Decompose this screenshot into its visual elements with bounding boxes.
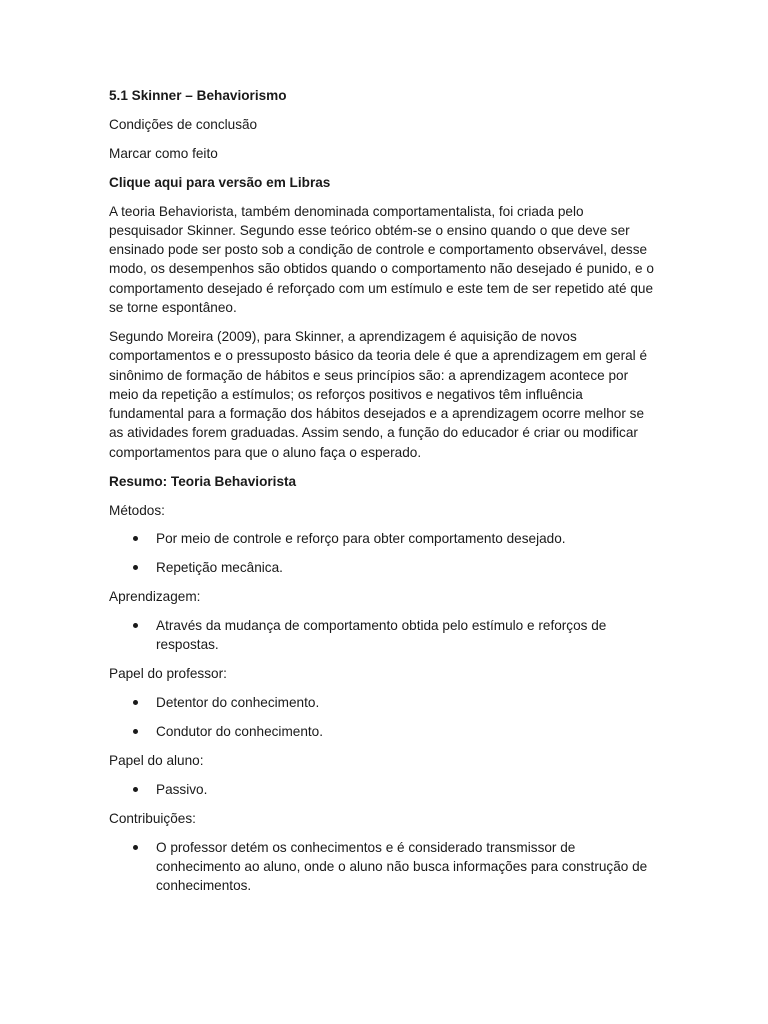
list-aprendizagem	[109, 616, 654, 655]
list-item-text: Através da mudança de comportamento obtida pelo estímulo e reforços de respostas.	[156, 618, 607, 653]
list-papel-aluno	[109, 780, 654, 799]
list-item-text: Repetição mecânica.	[156, 560, 283, 576]
section-label-aprendizagem: Aprendizagem:	[109, 589, 201, 605]
document-content	[109, 86, 654, 905]
list-item	[109, 558, 654, 577]
bullet-icon	[133, 536, 138, 541]
bullet-icon	[133, 565, 138, 570]
completion-conditions-text: Condições de conclusão	[109, 116, 258, 132]
document-heading: 5.1 Skinner – Behaviorismo	[109, 88, 287, 103]
list-item	[109, 780, 654, 799]
paragraph-theory-intro: A teoria Behaviorista, também denominada comportamentalista, foi criada pelo pesquisador Skinner. Segundo esse teórico obtém-se o ensino quando o que deve ser ensinado pode ser posto sob a condição de controle e comportamento observável, desse modo, os desempenhos são obtidos quando o comportamento não desejado é punido, e o comportamento desejado é reforçado com um estímulo e este tem de ser repetido até que se torne espontâneo.	[109, 203, 654, 316]
section-label-papel-professor: Papel do professor:	[109, 666, 227, 682]
list-item	[109, 616, 654, 655]
section-label-contribuicoes: Contribuições:	[109, 810, 196, 826]
section-label-papel-aluno: Papel do aluno:	[109, 752, 204, 768]
mark-done-text: Marcar como feito	[109, 145, 218, 161]
bullet-icon	[133, 787, 138, 792]
list-item-text: O professor detém os conhecimentos e é considerado transmissor de conhecimento ao aluno, onde o aluno não busca informações para construção de conhecimentos.	[156, 839, 648, 894]
paragraph-moreira: Segundo Moreira (2009), para Skinner, a aprendizagem é aquisição de novos comportamentos e o pressuposto básico da teoria dele é que a aprendizagem em geral é sinônimo de formação de hábitos e seus princípios são: a aprendizagem acontece por meio da repetição a estímulos; os reforços positivos e negativos têm influência fundamental para a formação dos hábitos desejados e a aprendizagem ocorre melhor se as atividades forem graduadas. Assim sendo, a função do educador é criar ou modificar comportamentos para que o aluno faça o esperado.	[109, 328, 648, 460]
bullet-icon	[133, 845, 138, 850]
list-item	[109, 722, 654, 741]
list-item	[109, 693, 654, 712]
libras-link-text: Clique aqui para versão em Libras	[109, 174, 331, 190]
bullet-icon	[133, 700, 138, 705]
list-item-text: Detentor do conhecimento.	[156, 695, 320, 711]
list-item	[109, 529, 654, 548]
list-papel-professor	[109, 693, 654, 741]
bullet-icon	[133, 623, 138, 628]
list-metodos	[109, 529, 654, 577]
list-item	[109, 838, 654, 896]
summary-title: Resumo: Teoria Behaviorista	[109, 473, 297, 489]
list-item-text: Passivo.	[156, 781, 208, 797]
list-item-text: Por meio de controle e reforço para obter comportamento desejado.	[156, 531, 566, 547]
bullet-icon	[133, 729, 138, 734]
section-label-metodos: Métodos:	[109, 502, 165, 518]
list-contribuicoes	[109, 838, 654, 896]
list-item-text: Condutor do conhecimento.	[156, 724, 324, 740]
